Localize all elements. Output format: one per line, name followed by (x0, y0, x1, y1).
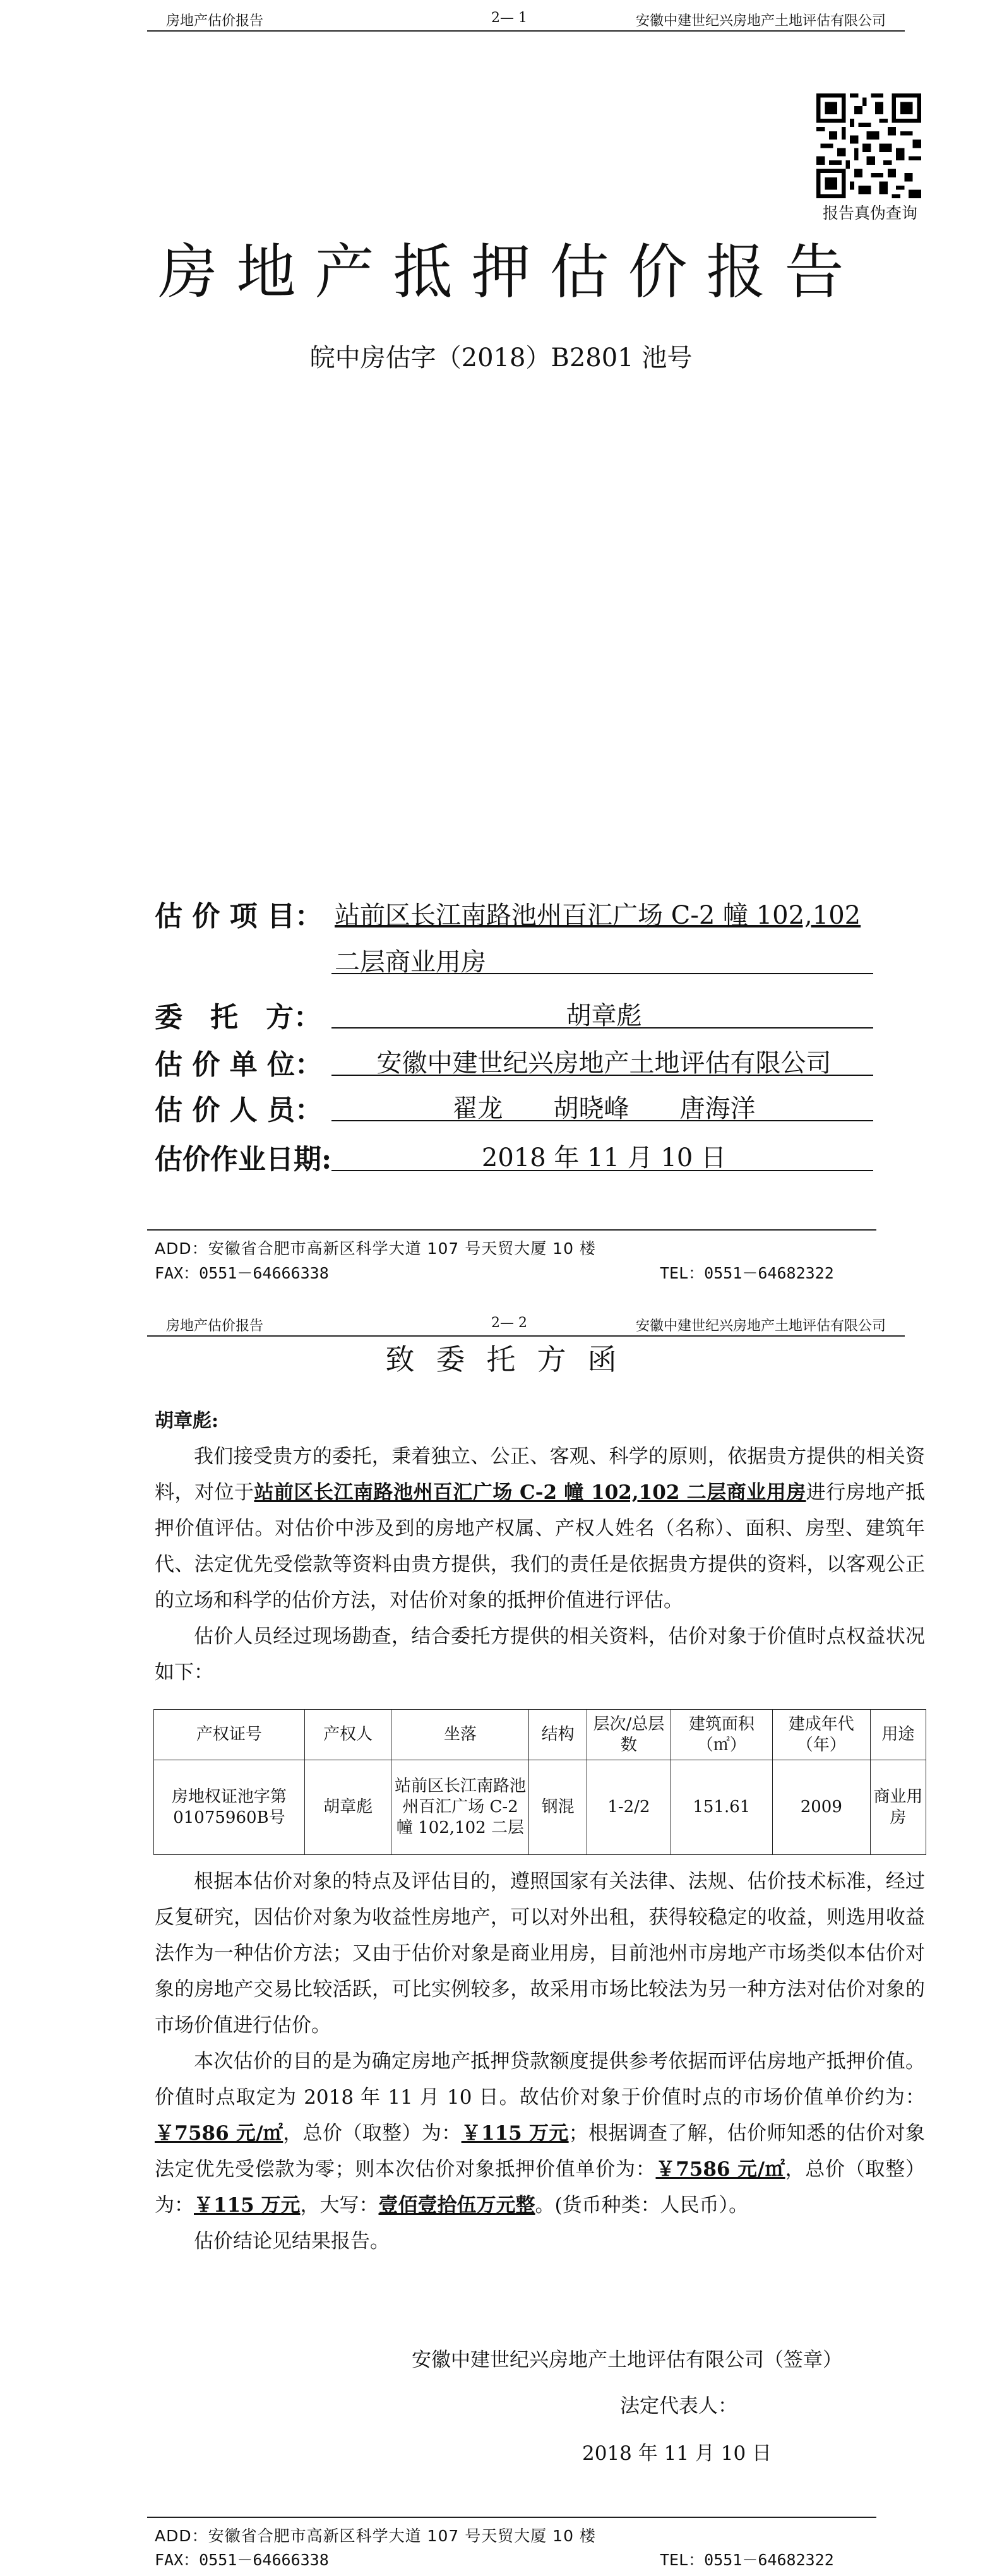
mortgage-unit-price: ￥7586 元/㎡ (655, 2158, 785, 2181)
footer-tel: TEL：0551－64682322 (660, 2551, 834, 2569)
table-row (154, 1760, 926, 1855)
header-left: 房地产估价报告 (166, 13, 264, 29)
table-cell: 商业用房 (870, 1760, 926, 1855)
footer-divider (147, 2517, 876, 2518)
letter-paragraph-4 (155, 2044, 925, 2224)
firm-underline (331, 1075, 873, 1076)
letter-recipient: 胡章彪: (155, 1410, 219, 1432)
date-underline (331, 1170, 873, 1171)
table-cell: 1-2/2 (587, 1760, 671, 1855)
table-header-row (154, 1710, 926, 1760)
header-page-number: 2— 2 (491, 1315, 527, 1331)
p4-text: ，总价（取整）为： (155, 2158, 925, 2217)
client-underline (331, 1027, 873, 1029)
property-table (153, 1709, 926, 1855)
table-header: 层次/总层数 (587, 1710, 671, 1760)
table-cell: 房地权证池字第01075960B号 (154, 1760, 305, 1855)
report-number: 皖中房估字（2018）B2801 池号 (309, 343, 693, 373)
letter-title: 致委托方函 (385, 1342, 638, 1376)
footer-divider (147, 1229, 876, 1231)
unit-price: ￥7586 元/㎡ (155, 2122, 283, 2145)
p4-text: ；根据调查了解，估价师知悉的估价对象法定优先受偿款为零；则本次估价对象抵押价值单价为： (155, 2122, 925, 2181)
total-price: ￥115 万元 (461, 2122, 569, 2145)
p1-text: 我们接受贵方的委托，秉着独立、公正、客观、科学的原则，依据贵方提供的相关资料，对位于 (155, 1445, 925, 1504)
appraisers-underline (331, 1120, 873, 1121)
table-header: 产权人 (304, 1710, 391, 1760)
project-label: 估 价 项 目： (155, 900, 323, 933)
p4-text: ，总价（取整）为： (283, 2122, 462, 2145)
p4-text: ，大写： (300, 2194, 379, 2217)
project-underline (331, 973, 873, 974)
p1-text-cont: 进行房地产抵押价值评估。对估价中涉及到的房地产权属、产权人姓名（名称）、面积、房型、建筑年代、法定优先受偿款等资料由贵方提供，我们的责任是依据贵方提供的资料，以客观公正的立场和科学的估价方法，对估价对象的抵押价值进行评估。 (155, 1481, 926, 1612)
signature-date: 2018 年 11 月 10 日 (582, 2442, 772, 2465)
firm-value: 安徽中建世纪兴房地产土地评估有限公司 (376, 1049, 832, 1078)
table-header: 产权证号 (154, 1710, 305, 1760)
page-header (147, 3, 905, 32)
date-value: 2018 年 11 月 10 日 (481, 1143, 727, 1172)
footer-tel: TEL：0551－64682322 (660, 1264, 834, 1282)
footer-address: ADD：安徽省合肥市高新区科学大道 107 号天贸大厦 10 楼 (155, 2527, 596, 2545)
letter-paragraph-2: 估价人员经过现场勘查，结合委托方提供的相关资料，估价对象于价值时点权益状况如下： (155, 1625, 925, 1684)
table-header: 用途 (870, 1710, 926, 1760)
letter-page (0, 1305, 1002, 2576)
p4-text: 本次估价的目的是为确定房地产抵押贷款额度提供参考依据而评估房地产抵押价值。价值时点取定为 2018 年 11 月 10 日。故估价对象于价值时点的市场价值单价约为： (155, 2050, 925, 2109)
footer-fax: FAX：0551－64666338 (155, 1264, 329, 1282)
project-value-line1: 站前区长江南路池州百汇广场 C-2 幢 102,102 (335, 901, 861, 930)
table-header: 结构 (529, 1710, 587, 1760)
letter-paragraph-5: 估价结论见结果报告。 (194, 2230, 390, 2253)
client-label: 委 托 方： (155, 1001, 321, 1034)
table-cell: 2009 (772, 1760, 870, 1855)
letter-paragraph-3: 根据本估价对象的特点及评估目的，遵照国家有关法律、法规、估价技术标准，经过反复研究，因估价对象为收益性房地产，可以对外出租，获得较稳定的收益，则选用收益法作为一种估价方法；又由于估价对象是商业用房，目前池州市房地产市场类似本估价对象的房地产交易比较活跃，可比实例较多，故采用市场比较法为另一种方法对估价对象的市场价值进行估价。 (155, 1870, 925, 2037)
letter-paragraph-1 (155, 1439, 925, 1691)
p1-property-address: 站前区长江南路池州百汇广场 C-2 幢 102,102 二层商业用房 (254, 1481, 806, 1504)
p4-text: 。(货币种类：人民币）。 (535, 2194, 749, 2217)
qr-code-icon[interactable] (816, 93, 921, 198)
table-cell: 钢混 (529, 1760, 587, 1855)
qr-caption: 报告真伪查询 (822, 204, 917, 222)
page-header (147, 1308, 905, 1337)
table-cell: 151.61 (671, 1760, 772, 1855)
table-cell: 胡章彪 (304, 1760, 391, 1855)
letter-paragraph-3-block (155, 1864, 925, 2260)
date-label: 估价作业日期: (155, 1143, 332, 1176)
header-left: 房地产估价报告 (166, 1318, 264, 1334)
table-header: 建筑面积（㎡） (671, 1710, 772, 1760)
signature-representative: 法定代表人： (620, 2395, 737, 2418)
project-value-line2: 二层商业用房 (335, 948, 486, 977)
table-cell: 站前区长江南路池州百汇广场 C-2 幢 102,102 二层 (391, 1760, 529, 1855)
footer-address: ADD：安徽省合肥市高新区科学大道 107 号天贸大厦 10 楼 (155, 1239, 596, 1258)
mortgage-total-price: ￥115 万元 (194, 2194, 301, 2217)
appraisers-label: 估 价 人 员： (155, 1094, 323, 1126)
header-right: 安徽中建世纪兴房地产土地评估有限公司 (635, 1318, 886, 1334)
header-right: 安徽中建世纪兴房地产土地评估有限公司 (635, 13, 886, 29)
total-in-words: 壹佰壹拾伍万元整 (378, 2194, 535, 2217)
report-title: 房地产抵押估价报告 (158, 238, 863, 307)
table-header: 坐落 (391, 1710, 529, 1760)
header-page-number: 2— 1 (491, 10, 527, 26)
signature-company: 安徽中建世纪兴房地产土地评估有限公司（签章） (412, 2349, 842, 2371)
appraisers-value: 翟龙 胡晓峰 唐海洋 (452, 1094, 756, 1123)
client-value: 胡章彪 (566, 1001, 642, 1030)
footer-fax: FAX：0551－64666338 (155, 2551, 329, 2569)
firm-label: 估 价 单 位： (155, 1049, 323, 1081)
table-header: 建成年代（年） (772, 1710, 870, 1760)
